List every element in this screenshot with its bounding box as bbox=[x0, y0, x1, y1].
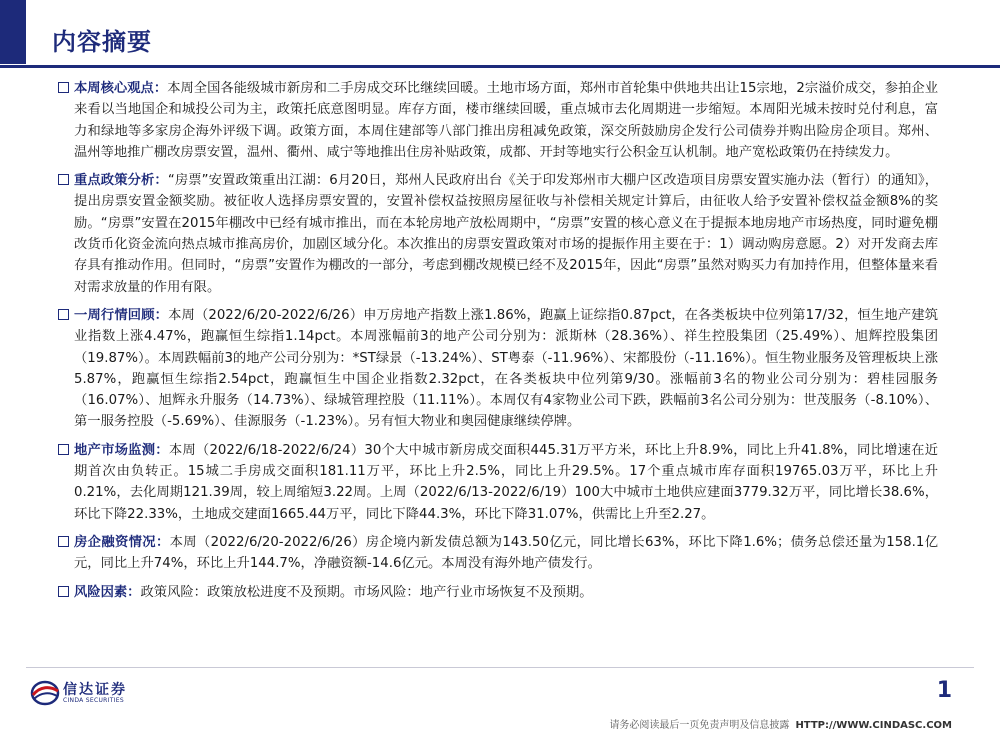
section-text: 本周（2022/6/20-2022/6/26）申万房地产指数上涨1.86%，跑赢上证综指0.87pct，在各类板块中位列第17/32，恒生地产建筑业指数上涨4.47%，跑赢恒生综指1.14pct。本周涨幅前3的地产公司分别为：派斯林（28.36%）、祥生控股集团（25.49%）、旭辉控股集团（19.87%）。本周跌幅前3的地产公司分别为：*ST绿景（-13.24%）、ST粤泰（-11.96%）、宋都股份（-11.16%）。恒生物业服务及管理板块上涨5.87%，跑赢恒生综指2.54pct，跑赢恒生中国企业指数2.32pct，在各类板块中位列第9/30。涨幅前3名的物业公司分别为：碧桂园服务（16.07%）、旭辉永升服务（14.73%）、绿城管理控股（11.11%）。本周仅有4家物业公司下跌，跌幅前3名公司分别为：世茂服务（-8.10%）、第一服务控股（-5.69%）、佳源服务（-1.23%）。另有恒大物业和奥园健康继续停牌。 bbox=[74, 307, 939, 430]
header-corner-block bbox=[0, 0, 26, 64]
section-core-views bbox=[60, 78, 938, 163]
logo-subtitle: CINDA SECURITIES bbox=[63, 697, 124, 704]
company-logo bbox=[30, 678, 160, 708]
section-heading: 一周行情回顾： bbox=[74, 307, 169, 323]
cinda-logo-icon bbox=[30, 680, 60, 706]
square-bullet-icon bbox=[58, 586, 69, 597]
footer-divider bbox=[26, 667, 974, 668]
section-risk-factors bbox=[60, 582, 938, 603]
square-bullet-icon bbox=[58, 444, 69, 455]
website-link[interactable]: HTTP://WWW.CINDASC.COM bbox=[795, 720, 952, 731]
section-heading: 重点政策分析： bbox=[74, 173, 168, 189]
logo-name: 信达证券 bbox=[63, 682, 127, 698]
section-policy-analysis bbox=[60, 170, 938, 298]
section-text: 本周（2022/6/20-2022/6/26）房企境内新发债总额为143.50亿元，同比增长63%，环比下降1.6%；债务总偿还量为158.1亿元，同比上升74%，环比上升144.7%，净融资额-14.6亿元。本周没有海外地产债发行。 bbox=[74, 534, 938, 572]
disclaimer-text: 请务必阅读最后一页免责声明及信息披露 bbox=[609, 720, 790, 731]
footer-disclaimer bbox=[609, 716, 952, 731]
page-number: 1 bbox=[936, 678, 952, 703]
section-text: “房票”安置政策重出江湖：6月20日，郑州人民政府出台《关于印发郑州市大棚户区改造项目房票安置实施办法（暂行）的通知》，提出房票安置金额奖励。被征收人选择房票安置的，安置补偿权益按照房屋征收与补偿相关规定计算后，由征收人给予安置补偿权益金额8%的奖励。“房票”安置在2015年棚改中已经有城市推出，而在本轮房地产放松周期中，“房票”安置的核心意义在于提振本地房地产市场热度，同时避免棚改货币化资金流向热点城市推高房价，加剧区域分化。本次推出的房票安置政策对市场的提振作用主要在于：1）调动购房意愿。2）对开发商去库存具有推动作用。但同时，“房票”安置作为棚改的一部分，考虑到棚改规模已经不及2015年，因此“房票”虽然对购买力有加持作用，但整体量来看对需求放量的作用有限。 bbox=[74, 173, 938, 295]
section-heading: 房企融资情况： bbox=[74, 534, 170, 550]
summary-content bbox=[60, 78, 938, 610]
square-bullet-icon bbox=[58, 536, 69, 547]
section-financing bbox=[60, 532, 938, 575]
section-text: 本周（2022/6/18-2022/6/24）30个大中城市新房成交面积445.31万平方米，环比上升8.9%，同比上升41.8%，同比增速在近期首次由负转正。15城二手房成交面积181.11万平，环比上升2.5%，同比上升29.5%。17个重点城市库存面积19765.03万平，环比上升0.21%，去化周期121.39周，较上周缩短3.22周。上周（2022/6/13-2022/6/19）100大中城市土地供应建面3779.32万平，同比增长38.6%，环比下降22.33%，土地成交建面1665.44万平，同比下降44.3%，环比下降31.07%，供需比上升至2.27。 bbox=[74, 442, 939, 522]
page-title: 内容摘要 bbox=[52, 28, 152, 56]
section-text: 政策风险：政策放松进度不及预期。市场风险：地产行业市场恢复不及预期。 bbox=[140, 584, 593, 600]
square-bullet-icon bbox=[58, 82, 69, 93]
square-bullet-icon bbox=[58, 174, 69, 185]
section-text: 本周全国各能级城市新房和二手房成交环比继续回暖。土地市场方面，郑州市首轮集中供地共出让15宗地，2宗溢价成交，参拍企业来看以当地国企和城投公司为主，政策托底意图明显。库存方面，楼市继续回暖，重点城市去化周期进一步缩短。本周阳光城未按时兑付利息，富力和绿地等多家房企海外评级下调。政策方面，本周住建部等八部门推出房租减免政策，深交所鼓励房企发行公司债券并购出险房企项目。郑州、温州等地推广棚改房票安置，温州、衢州、咸宁等地推出住房补贴政策，成都、开封等地实行公积金互认机制。地产宽松政策仍在持续发力。 bbox=[74, 81, 938, 160]
section-heading: 风险因素： bbox=[74, 584, 141, 600]
section-heading: 地产市场监测： bbox=[74, 442, 169, 458]
section-market-monitoring bbox=[60, 440, 938, 525]
section-market-review bbox=[60, 305, 938, 433]
square-bullet-icon bbox=[58, 309, 69, 320]
section-heading: 本周核心观点： bbox=[74, 81, 168, 96]
title-divider bbox=[0, 65, 1000, 68]
